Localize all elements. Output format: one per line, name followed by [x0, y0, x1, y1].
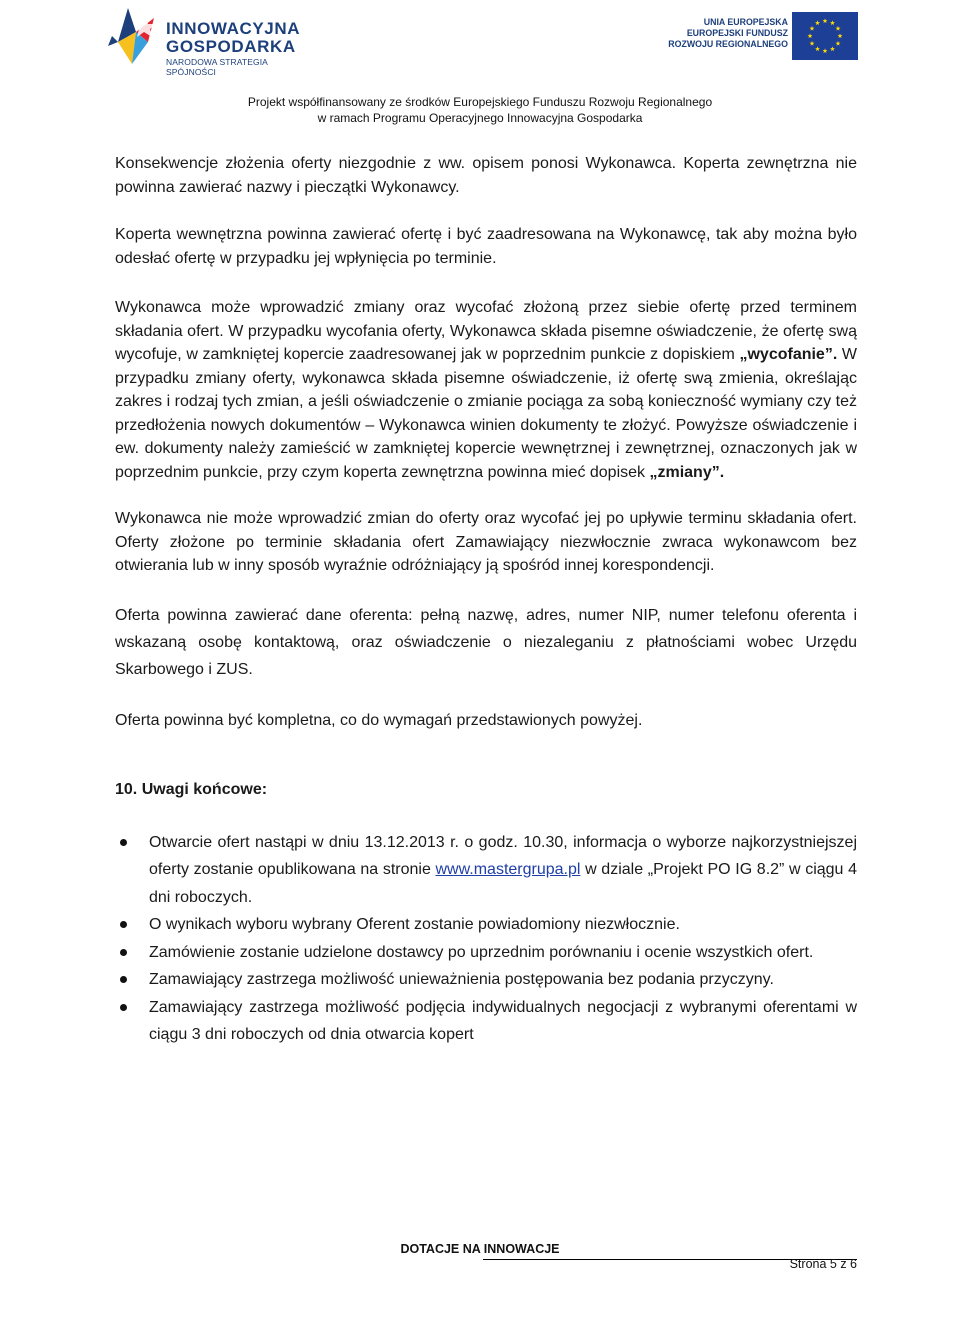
logo-subtitle: NARODOWA STRATEGIA SPÓJNOŚCI [166, 57, 268, 77]
eu-logo-line1: UNIA EUROPEJSKA [703, 17, 788, 27]
paragraph-consequences: Konsekwencje złożenia oferty niezgodnie z ww. opisem ponosi Wykonawca. Koperta zewnętrzna nie powinna zawierać nazwy i pieczątki Wykonawcy. [115, 155, 857, 196]
section-heading-final-remarks: 10. Uwagi końcowe: [115, 781, 268, 798]
changes-label: „zmiany”. [649, 463, 725, 481]
logo-mark-icon [108, 2, 166, 68]
project-note-line2: w ramach Programu Operacyjnego Innowacyjna Gospodarka [317, 111, 643, 125]
footer-title: DOTACJE NA INNOWACJE [400, 1242, 560, 1256]
project-cofinancing-note [0, 94, 960, 126]
logo-title-line1: INNOWACYJNA [166, 19, 301, 38]
bullet-icon [120, 976, 127, 983]
bullet5-text: Zamawiający zastrzega możliwość podjęcia indywidualnych negocjacji z wybranymi oferentami w ciągu 3 dni roboczych od dnia otwarcia kopert [149, 998, 857, 1043]
offer-changes-text-c: W przypadku zmiany oferty, wykonawca składa pisemne oświadczenie, iż ofertę swą zmienia, określając zakres i rodzaj tych zmian, a jeśli oświadczenie o zmianie pociąga za sobą konieczność wymiany czy też przedłożenia nowych dokumentów – Wykonawca winien dokumenty te złożyć. Powyższe oświadczenie i ew. dokumenty należy zamieścić w zamkniętej kopercie wewnętrznej i zewnętrznej, oznaczonych jak w poprzednim punkcie, przy czym koperta zewnętrzna powinna mieć dopisek [115, 346, 858, 481]
bullet1-text-before: Otwarcie ofert nastąpi w dniu 13.12.2013 r. o godz. 10.30, informacja o wyborze najkorzystniejszej oferty zostanie opublikowana na stronie [149, 833, 857, 878]
paragraph-inner-envelope: Koperta wewnętrzna powinna zawierać ofertę i być zaadresowana na Wykonawcę, tak aby można było odesłać ofertę w przypadku jej wpłynięcia po terminie. [115, 226, 857, 267]
paragraph-no-changes-after-deadline: Wykonawca nie może wprowadzić zmian do oferty oraz wycofać jej po upływie terminu składania ofert. Oferty złożone po terminie składania ofert Zamawiający niezwłocznie zwraca wykonawcom bez otwierania lub w inny sposób wyraźnie odróżniający ją spośród innej korespondencji. [115, 510, 857, 574]
bullet-icon [120, 921, 127, 928]
paragraph-offer-complete: Oferta powinna być kompletna, co do wymagań przedstawionych powyżej. [115, 711, 643, 729]
bullet-icon [120, 839, 127, 846]
offer-changes-text-b: W przypadku wycofania oferty, Wykonawca składa pisemne oświadczenie, że ofertę swą wycofuje, w zamkniętej kopercie zaadresowanej jak w poprzednim punkcie z dopiskiem [115, 322, 858, 363]
paragraph-offer-contents: Oferta powinna zawierać dane oferenta: pełną nazwę, adres, numer NIP, numer telefonu oferenta i wskazaną osobę kontaktową, oraz oświadczenie o niezaleganiu z płatnościami wobec Urzędu Skarbowego i ZUS. [115, 606, 857, 678]
list-item [115, 994, 857, 1049]
list-item [115, 911, 857, 939]
bullet2-text: O wynikach wyboru wybrany Oferent zostanie powiadomiony niezwłocznie. [149, 916, 680, 933]
page-number: Strona 5 z 6 [789, 1257, 857, 1271]
mastergrupa-link[interactable]: www.mastergrupa.pl [435, 861, 581, 878]
paragraph-offer-changes [115, 296, 857, 484]
offer-changes-text-a: Wykonawca może wprowadzić zmiany oraz wycofać złożoną przez siebie ofertę przed terminem składania ofert. [115, 299, 857, 340]
project-note-line1: Projekt współfinansowany ze środków Europejskiego Funduszu Rozwoju Regionalnego [247, 95, 713, 109]
list-item [115, 966, 857, 994]
eu-flag-icon [792, 12, 858, 60]
eu-logo-line2: EUROPEJSKI FUNDUSZ [686, 28, 788, 38]
bullet4-text: Zamawiający zastrzega możliwość unieważnienia postępowania bez podania przyczyny. [149, 971, 774, 988]
list-item [115, 829, 857, 912]
document-body [115, 152, 857, 1049]
withdrawal-label: „wycofanie”. [739, 346, 838, 363]
final-remarks-list [115, 829, 857, 1049]
bullet1-text-after: w dziale „Projekt PO IG 8.2” w ciągu 4 dni roboczych. [149, 861, 857, 906]
eu-logo-line3: ROZWOJU REGIONALNEGO [668, 39, 788, 49]
bullet-icon [120, 949, 127, 956]
list-item [115, 939, 857, 967]
innowacyjna-gospodarka-logo [108, 2, 318, 77]
eu-logo [664, 12, 860, 62]
bullet-icon [120, 1004, 127, 1011]
bullet3-text: Zamówienie zostanie udzielone dostawcy po uprzednim porównaniu i ocenie wszystkich ofert. [149, 943, 814, 961]
eu-logo-text [664, 17, 788, 50]
logo-title-line2: GOSPODARKA [166, 37, 296, 56]
